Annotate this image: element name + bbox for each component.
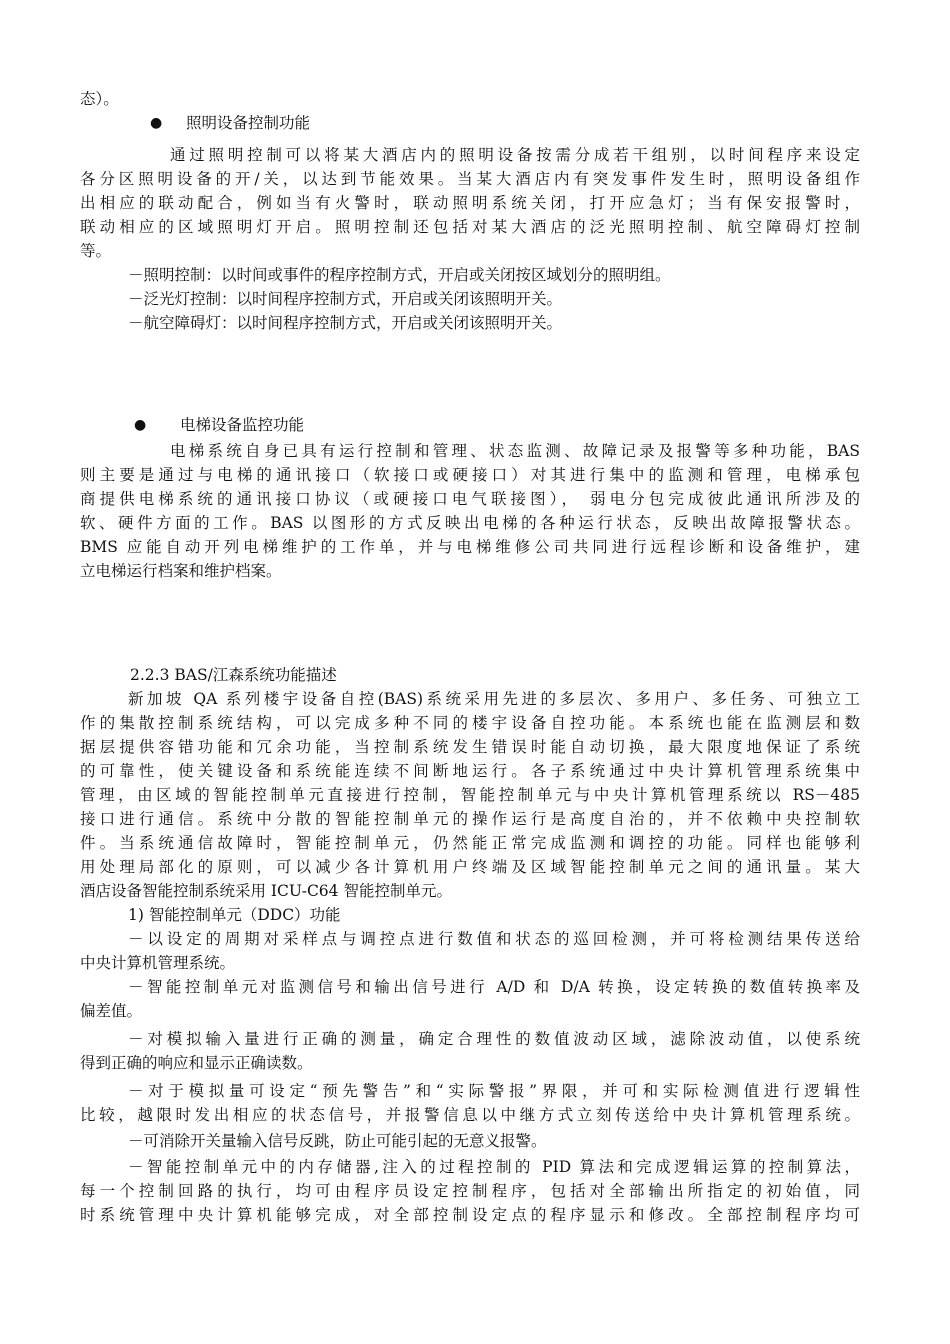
elevator-paragraph-line: 商提供电梯系统的通讯接口协议（或硬接口电气联接图）， 弱电分包完成彼此通讯所涉及的 (80, 490, 860, 508)
ddc-item-line: 得到正确的响应和显示正确读数。 (80, 1054, 313, 1072)
elevator-paragraph-line: 则主要是通过与电梯的通讯接口（软接口或硬接口）对其进行集中的监测和管理，电梯承包 (80, 466, 860, 484)
ddc-item-line: －可消除开关量输入信号反跳，防止可能引起的无意义报警。 (128, 1132, 547, 1150)
top-fragment: 态）。 (80, 90, 119, 108)
section-paragraph-line: 作的集散控制系统结构，可以完成多种不同的楼宇设备自控功能。本系统也能在监测层和数 (80, 714, 860, 732)
ddc-heading: 1) 智能控制单元（DDC）功能 (128, 906, 341, 924)
elevator-paragraph-line: 软、硬件方面的工作。BAS 以图形的方式反映出电梯的各种运行状态，反映出故障报警状态。 (80, 514, 860, 532)
lighting-paragraph-line: 出相应的联动配合，例如当有火警时，联动照明系统关闭，打开应急灯；当有保安报警时， (80, 194, 860, 212)
ddc-item-line: －对于模拟量可设定“预先警告”和“实际警报”界限，并可和实际检测值进行逻辑性 (128, 1082, 860, 1100)
ddc-item-line: －以设定的周期对采样点与调控点进行数值和状态的巡回检测，并可将检测结果传送给 (128, 930, 860, 948)
section-paragraph-line: 据层提供容错功能和冗余功能，当控制系统发生错误时能自动切换，最大限度地保证了系统 (80, 738, 860, 756)
section-paragraph-line: 酒店设备智能控制系统采用 ICU-C64 智能控制单元。 (80, 882, 452, 900)
lighting-heading: 照明设备控制功能 (186, 114, 311, 132)
lighting-paragraph-line: 等。 (80, 242, 112, 260)
ddc-item-line: 每一个控制回路的执行，均可由程序员设定控制程序，包括对全部输出所指定的初始值，同 (80, 1182, 860, 1200)
ddc-item-line: 中央计算机管理系统。 (80, 954, 236, 972)
lighting-item: －照明控制：以时间或事件的程序控制方式，开启或关闭按区域划分的照明组。 (128, 266, 671, 284)
elevator-paragraph-line: 电梯系统自身已具有运行控制和管理、状态监测、故障记录及报警等多种功能，BAS (170, 442, 860, 460)
section-paragraph-line: 新加坡 QA 系列楼宇设备自控(BAS)系统采用先进的多层次、多用户、多任务、可独立工 (128, 690, 860, 708)
ddc-item-line: 比较，越限时发出相应的状态信号，并报警信息以中继方式立刻传送给中央计算机管理系统。 (80, 1106, 860, 1124)
ddc-item-line: 偏差值。 (80, 1002, 143, 1020)
ddc-item-line: 时系统管理中央计算机能够完成，对全部控制设定点的程序显示和修改。全部控制程序均可 (80, 1206, 860, 1224)
section-paragraph-line: 用处理局部化的原则，可以减少各计算机用户终端及区域智能控制单元之间的通讯量。某大 (80, 858, 860, 876)
lighting-paragraph-line: 各分区照明设备的开/关，以达到节能效果。当某大酒店内有突发事件发生时，照明设备组作 (80, 170, 860, 188)
section-paragraph-line: 接口进行通信。系统中分散的智能控制单元的操作运行是高度自治的，并不依赖中央控制软 (80, 810, 860, 828)
elevator-paragraph-line: BMS 应能自动开列电梯维护的工作单，并与电梯维修公司共同进行远程诊断和设备维护，建 (80, 538, 860, 556)
section-paragraph-line: 的可靠性，使关键设备和系统能连续不间断地运行。各子系统通过中央计算机管理系统集中 (80, 762, 860, 780)
section-paragraph-line: 件。当系统通信故障时，智能控制单元，仍然能正常完成监测和调控的功能。同样也能够利 (80, 834, 860, 852)
lighting-item: －航空障碍灯：以时间程序控制方式，开启或关闭该照明开关。 (128, 314, 563, 332)
lighting-item: －泛光灯控制：以时间程序控制方式，开启或关闭该照明开关。 (128, 290, 563, 308)
elevator-paragraph-line: 立电梯运行档案和维护档案。 (80, 562, 282, 580)
elevator-heading: 电梯设备监控功能 (180, 416, 305, 434)
lighting-paragraph-line: 联动相应的区域照明灯开启。照明控制还包括对某大酒店的泛光照明控制、航空障碍灯控制 (80, 218, 860, 236)
lighting-paragraph-line: 通过照明控制可以将某大酒店内的照明设备按需分成若干组别，以时间程序来设定 (170, 146, 860, 164)
section-heading: 2.2.3 BAS/江森系统功能描述 (130, 666, 337, 684)
bullet-icon: ● (134, 417, 147, 433)
section-paragraph-line: 管理，由区域的智能控制单元直接进行控制，智能控制单元与中央计算机管理系统以 RS－485 (80, 786, 860, 804)
ddc-item-line: －智能控制单元对监测信号和输出信号进行 A/D 和 D/A 转换，设定转换的数值转换率及 (128, 978, 860, 996)
bullet-icon: ● (150, 115, 163, 131)
ddc-item-line: －对模拟输入量进行正确的测量，确定合理性的数值波动区域，滤除波动值，以使系统 (128, 1030, 860, 1048)
ddc-item-line: －智能控制单元中的内存储器,注入的过程控制的 PID 算法和完成逻辑运算的控制算法， (128, 1158, 860, 1176)
